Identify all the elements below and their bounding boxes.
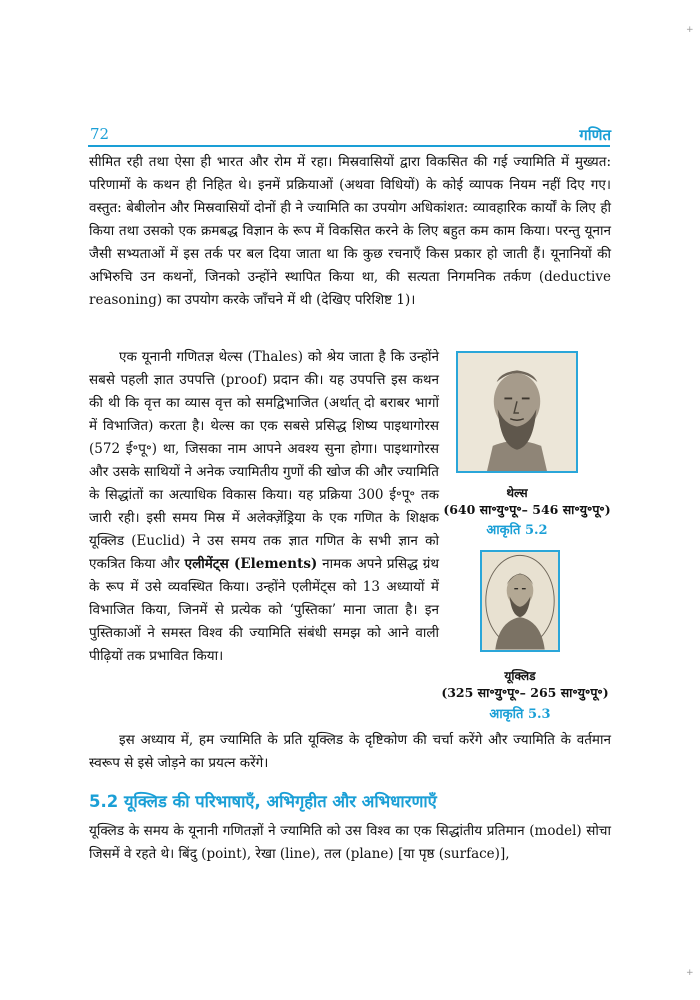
figure-label-5-3: आकृति 5.3 xyxy=(489,707,551,722)
paragraph-section-start: यूक्लिड के समय के यूनानी गणितज्ञों ने ज्यामिति को उस विश्व का एक सिद्धांतीय प्रतिमान (model) सोचा जिसमें वे रहते थे। बिंदु (point), रेखा (line), तल (plane) [या पृष्ठ (surface)], xyxy=(89,823,611,862)
page-number: 72 xyxy=(90,125,110,143)
euclid-dates: (325 सा॰यु॰पू॰– 265 सा॰यु॰पू॰) xyxy=(441,685,609,700)
figure-label-5-2: आकृति 5.2 xyxy=(486,523,548,538)
thales-name: थेल्स xyxy=(506,486,528,500)
paragraph-thales-euclid xyxy=(89,346,439,668)
euclid-engraving-image xyxy=(482,552,558,650)
paragraph-text: एक यूनानी गणितज्ञ थेल्स (Thales) को श्रेय जाता है कि उन्होंने सबसे पहली ज्ञात उपपत्ति (proof) प्रदान की। यह उपपत्ति इस कथन की थी कि वृत्त का व्यास वृत्त को समद्विभाजित (अर्थात् दो बराबर भागों में विभाजित) करता है। थेल्स का एक सबसे प्रसिद्ध शिष्य पाइथागोरस (572 ई॰पू॰) था, जिसका नाम आपने अवश्य सुना होगा। पाइथागोरस और उसके साथियों ने अनेक ज्यामितीय गुणों की खोज की और ज्यामिति के सिद्धांतों का अत्याधिक विकास किया। यह प्रक्रिया 300 ई॰पू॰ तक जारी रही। इसी समय मिस्र में अलेक्ज़ेंड्रिया के एक गणित के शिक्षक यूक्लिड (Euclid) ने उस समय तक ज्ञात गणित के सभी ज्ञान को एकत्रित किया और xyxy=(89,349,439,572)
crop-mark: + xyxy=(686,25,694,35)
paragraph-intro: सीमित रही तथा ऐसा ही भारत और रोम में रहा। मिस्रवासियों द्वारा विकसित की गई ज्यामिति में मुख्यत: परिणामों के कथन ही निहित थे। इनमें प्रक्रियाओं (अथवा विधियों) के कोई व्यापक नियम नहीं दिए गए। वस्तुत: बेबीलोन और मिस्रवासियों दोनों ही ने ज्यामिति का उपयोग अधिकांशत: व्यावहारिक कार्यों के लिए ही किया तथा उसको एक क्रमबद्ध विज्ञान के रूप में विकसित करने के लिए बहुत कम काम किया। परन्तु यूनान जैसी सभ्यताओं में इस तर्क पर बल दिया जाता था कि कुछ रचनाएँ किस प्रकार हो जाती हैं। यूनानियों की अभिरुचि उन कथनों, जिनको उन्होंने स्थापित किया था, की सत्यता निगमनिक तर्कण (deductive reasoning) का उपयोग करके जाँचने में थी (देखिए परिशिष्ट 1)। xyxy=(89,154,611,308)
euclid-portrait xyxy=(480,550,560,652)
header-rule xyxy=(88,145,610,147)
paragraph-text: नामक अपने प्रसिद्ध ग्रंथ के रूप में उसे व्यवस्थित किया। उन्होंने एलीमेंट्स को 13 अध्यायों में विभाजित किया, जिनमें से प्रत्येक को ‘पुस्तिका’ माना जाता है। इन पुस्तिकाओं ने समस्त विश्व की ज्यामिति संबंधी समझ को आने वाली पीढ़ियों तक प्रभावित किया। xyxy=(89,556,440,664)
paragraph-chapter-aim: इस अध्याय में, हम ज्यामिति के प्रति यूक्लिड के दृष्टिकोण की चर्चा करेंगे और ज्यामिति के वर्तमान स्वरूप से इसे जोड़ने का प्रयत्न करेंगे। xyxy=(89,732,611,771)
section-heading: 5.2 यूक्लिड की परिभाषाएँ, अभिगृहीत और अभिधारणाएँ xyxy=(89,792,437,811)
running-title: गणित xyxy=(579,126,611,144)
thales-dates: (640 सा॰यु॰पू॰– 546 सा॰यु॰पू॰) xyxy=(443,502,611,517)
elements-term: एलीमेंट्स (Elements) xyxy=(184,556,318,572)
thales-portrait xyxy=(456,351,578,473)
crop-mark: + xyxy=(686,968,694,978)
euclid-name: यूक्लिड xyxy=(504,669,536,683)
thales-bust-image xyxy=(458,353,576,471)
